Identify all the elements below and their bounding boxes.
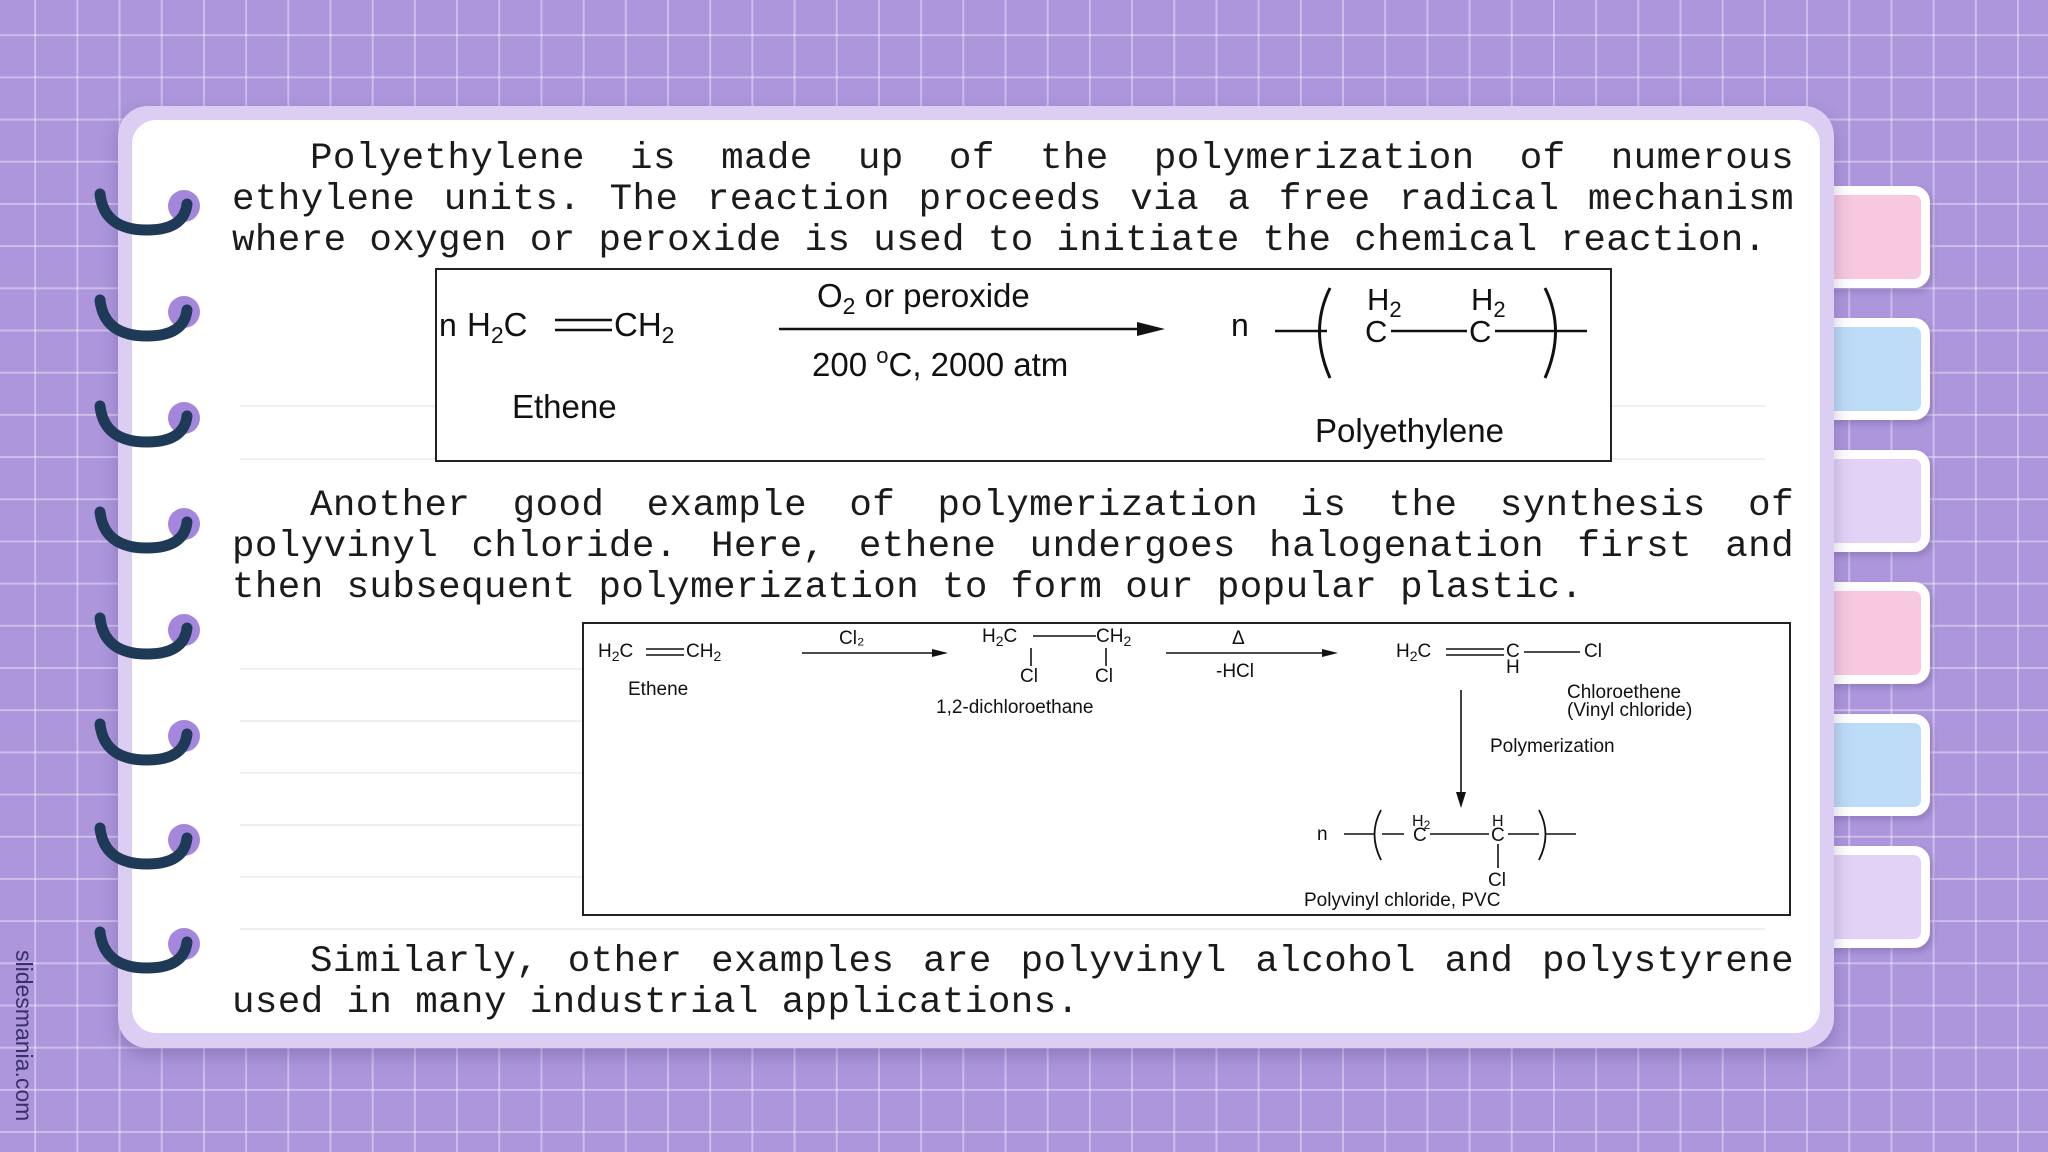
- monomer-h2-left: $H_2$: [1367, 282, 1402, 322]
- spiral-ring-icon: [92, 602, 202, 666]
- ethene-formula: $H_2C$: [467, 306, 528, 348]
- chloroethene-h2c: $H_2C$: [1396, 641, 1432, 664]
- dichloro-ch2: $CH_2$: [1096, 626, 1132, 649]
- vinyl-chloride-label: (Vinyl chloride): [1567, 700, 1693, 721]
- ethene-small-ch2: $CH_2$: [686, 641, 722, 664]
- ethene-formula-ch2: $CH_2$: [614, 306, 675, 348]
- monomer-c-right: C: [1469, 314, 1492, 349]
- paragraph-other-examples: Similarly, other examples are polyvinyl alcohol and polystyrene used in many industrial applications.: [232, 941, 1794, 1024]
- pvc-h2: H2: [1412, 813, 1431, 832]
- spiral-ring-icon: [92, 916, 202, 980]
- polyethylene-reaction-scheme: [435, 268, 1612, 462]
- svg-text:slidesmania.com: slidesmania.com: [11, 950, 37, 1122]
- reactant-label: Ethene: [512, 388, 617, 425]
- paragraph-pvc: Another good example of polymerization is the synthesis of polyvinyl chloride. Here, ethene undergoes halogenation first and then subsequent polymerization to form our popular plastic.: [232, 485, 1794, 609]
- delta-symbol: Δ: [1232, 628, 1245, 649]
- reagent-label: $O_2$ or peroxide: [817, 277, 1030, 319]
- scheme1-n: n: [439, 307, 457, 343]
- minus-hcl-label: -HCl: [1216, 661, 1254, 682]
- pvc-n: n: [1317, 824, 1328, 845]
- ethene-small-label: Ethene: [628, 679, 689, 700]
- cl2-reagent: Cl₂: [839, 628, 865, 649]
- slidesmania-credit: [0, 950, 37, 1150]
- dichloro-h2c: $H_2C$: [982, 626, 1018, 649]
- pvc-label: Polyvinyl chloride, PVC: [1304, 890, 1501, 911]
- conditions-label: 200 $^o$C, 2000 atm: [812, 343, 1069, 383]
- chloroethene-h: H: [1506, 657, 1520, 678]
- polymerization-label: Polymerization: [1490, 736, 1615, 757]
- pvc-c-left: C: [1413, 825, 1427, 846]
- spiral-ring-icon: [92, 284, 202, 348]
- paragraph-polyethylene: Polyethylene is made up of the polymerization of numerous ethylene units. The reaction proceeds via a free radical mechanism where oxygen or peroxide is used to initiate the chemical reaction.: [232, 138, 1794, 262]
- page-rule: [240, 928, 1765, 930]
- dichloro-cl-left: Cl: [1020, 666, 1038, 687]
- pvc-cl: Cl: [1488, 870, 1506, 891]
- dichloro-cl-right: Cl: [1095, 666, 1113, 687]
- pvc-h: H: [1492, 813, 1504, 830]
- product-label: Polyethylene: [1315, 412, 1504, 449]
- dichloro-label: 1,2-dichloroethane: [936, 697, 1094, 718]
- chloroethene-c: C: [1506, 641, 1520, 662]
- product-n: n: [1231, 307, 1249, 343]
- pvc-c-right: C: [1491, 825, 1505, 846]
- chloroethene-label: Chloroethene: [1567, 682, 1682, 703]
- spiral-ring-icon: [92, 812, 202, 876]
- pvc-reaction-scheme: [582, 622, 1791, 916]
- chloroethene-cl: Cl: [1584, 641, 1602, 662]
- spiral-ring-icon: [92, 178, 202, 242]
- spiral-ring-icon: [92, 708, 202, 772]
- monomer-c-left: C: [1365, 314, 1388, 349]
- monomer-h2-right: $H_2$: [1471, 282, 1506, 322]
- spiral-ring-icon: [92, 496, 202, 560]
- ethene-small-formula: $H_2C$: [598, 641, 634, 664]
- spiral-ring-icon: [92, 390, 202, 454]
